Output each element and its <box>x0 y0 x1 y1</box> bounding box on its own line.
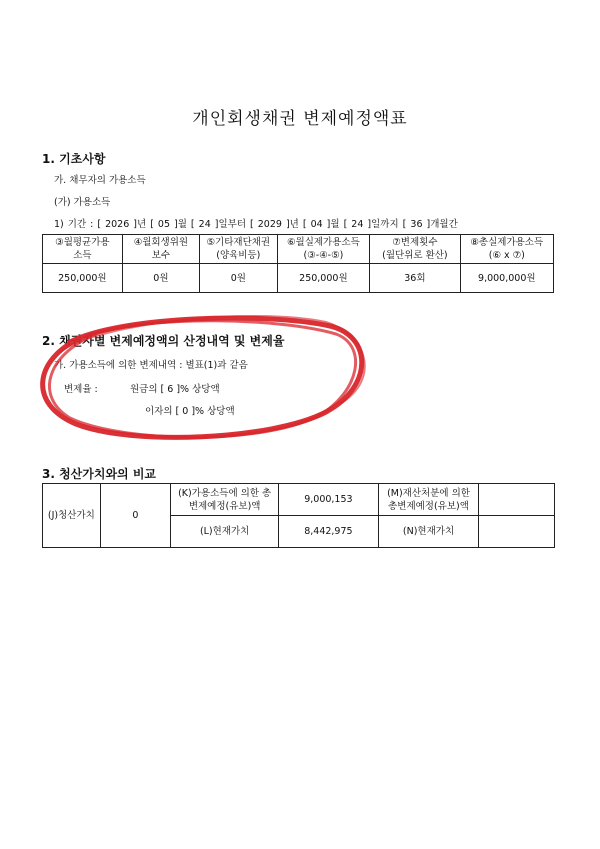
value-cell: 250,000원 <box>43 264 123 293</box>
value-cell: 0원 <box>122 264 199 293</box>
rate-label: 변제율 : <box>64 384 98 395</box>
n-value-cell <box>479 516 555 548</box>
interest-rate: 이자의 [ 0 ]% 상당액 <box>145 406 235 417</box>
value-cell: 36회 <box>370 264 460 293</box>
section1-heading: 1. 기초사항 <box>42 152 106 166</box>
section2-heading: 2. 채권자별 변제예정액의 산정내역 및 변제율 <box>42 334 285 348</box>
section3-heading: 3. 청산가치와의 비교 <box>42 467 157 481</box>
j-label-cell: (J)청산가치 <box>43 484 101 548</box>
section2-line-a: 가. 가용소득에 의한 변제내역 : 별표(1)과 같음 <box>54 360 248 371</box>
header-cell: ③월평균가용 소득 <box>43 235 123 264</box>
l-label-cell: (L)현재가치 <box>171 516 279 548</box>
header-cell: ⑥월실제가용소득 (③-④-⑤) <box>277 235 370 264</box>
k-value-cell: 9,000,153 <box>279 484 378 516</box>
value-cell: 0원 <box>200 264 278 293</box>
value-cell: 250,000원 <box>277 264 370 293</box>
header-cell: ⑧총실제가용소득 (⑥ x ⑦) <box>460 235 553 264</box>
principal-rate: 원금의 [ 6 ]% 상당액 <box>130 384 220 395</box>
header-cell: ④월회생위원 보수 <box>122 235 199 264</box>
value-cell: 9,000,000원 <box>460 264 553 293</box>
document-title: 개인회생채권 변제예정액표 <box>192 109 408 129</box>
m-value-cell <box>479 484 555 516</box>
section1-sub-a: 가. 채무자의 가용소득 <box>54 175 146 186</box>
j-value-cell: 0 <box>100 484 170 548</box>
n-label-cell: (N)현재가치 <box>378 516 479 548</box>
header-cell: ⑤기타재단채권 (양육비등) <box>200 235 278 264</box>
header-cell: ⑦변제횟수 (월단위로 환산) <box>370 235 460 264</box>
liquidation-table <box>42 483 555 548</box>
l-value-cell: 8,442,975 <box>279 516 378 548</box>
m-label-cell: (M)재산처분에 의한 총변제예정(유보)액 <box>378 484 479 516</box>
period-line: 1) 기간 : [ 2026 ]년 [ 05 ]월 [ 24 ]일부터 [ 2029 ]년 [ 04 ]월 [ 24 ]일까지 [ 36 ]개월간 <box>54 219 458 230</box>
section1-sub-a1: (가) 가용소득 <box>54 197 111 208</box>
k-label-cell: (K)가용소득에 의한 총 변제예정(유보)액 <box>171 484 279 516</box>
